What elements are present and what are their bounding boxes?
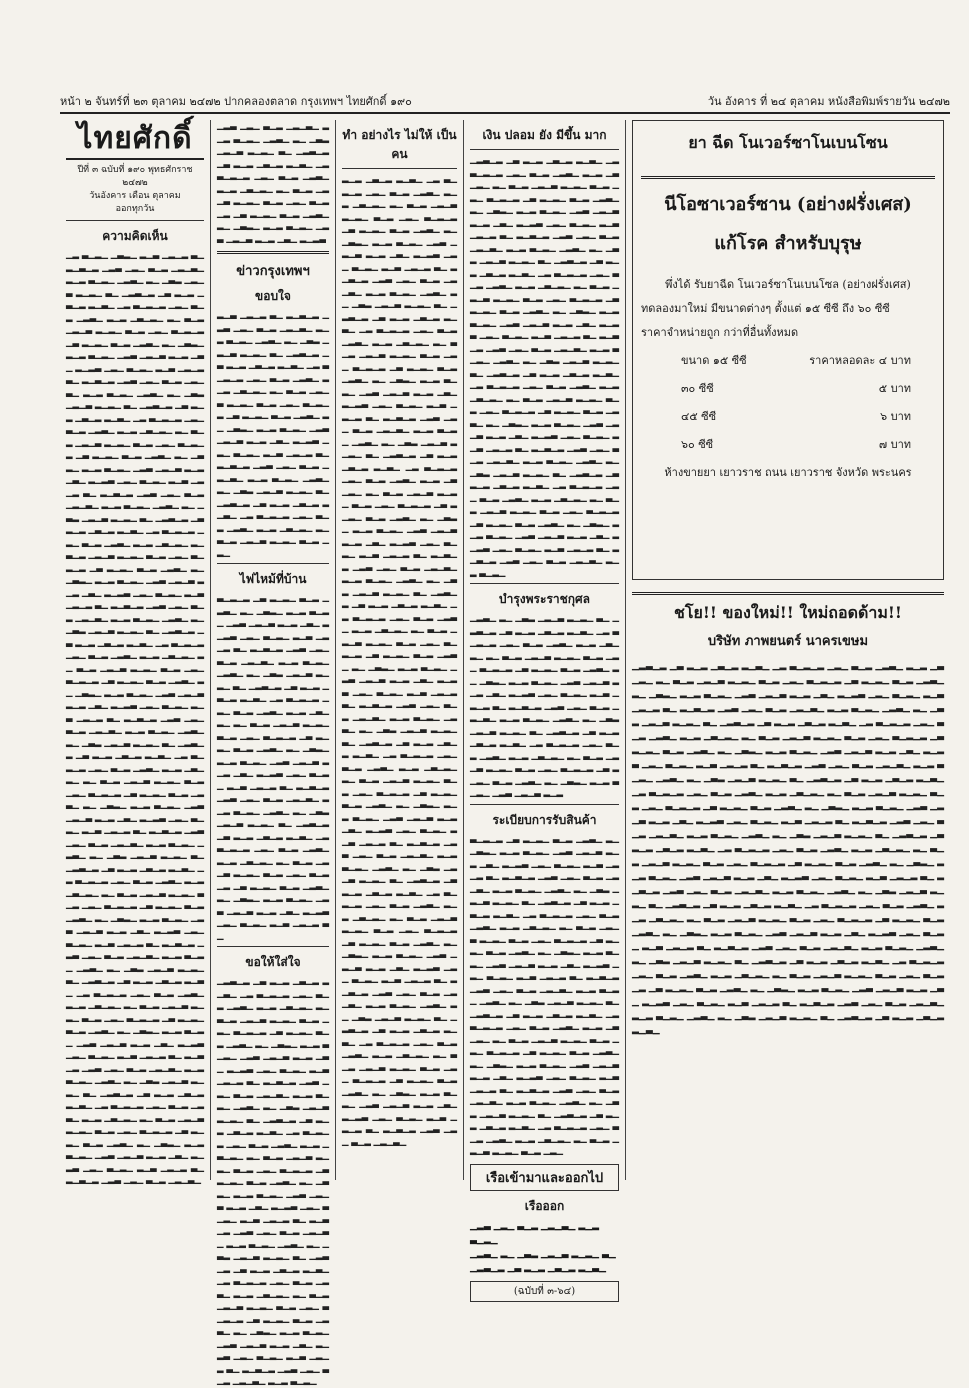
masthead-title: ไทยศักดิ์ [66, 120, 204, 160]
price-value: ๕ บาท [878, 382, 911, 395]
shipping-box-title: เรือเข้ามาและออกไป [470, 1164, 619, 1191]
column-2 [210, 120, 335, 1386]
medicine-ad-tagline: แก้โรค สำหรับบุรุษ [714, 233, 862, 254]
column-4 [463, 120, 625, 1297]
column-3 [335, 120, 463, 1180]
shipping-footer: (ฉบับที่ ๓-๖๔) [470, 1281, 619, 1302]
column-2-body-top: ▁▂▃ ▁▂▁ ▃▁▂ ▁▂▁▃▁ ▂▁▂ ▃▁▂▁ ▁▂▃▁ ▂▁ ▁▃▂ ▁▂▁▃ ▂▁▂▁ ▃▁ ▁▂▃▁▂ ▁▃ ▂▁▂ ▁▃▁▂ ▂▁▃▁ ▁▂ ▃▁▂▁▂ ▁▂▁ ▃▁▂ ▁▂▃▁ ▂▁▂ ▁▃▁▂▁ ▂▁ ▃▁▂ ▁▂▁▃ ▂▁▂▁ ▃▁▂ ▁▂▁ ▃▁▂▁▂ ▁▃ ▂▁▂▁ ▃▁▂ ▁▂▃▁ ▂▁ ▁▃▂▁ ▂▁▂ ▃▁▂▁ ▁▂▃ ▁▂▁▃ ▂▁▂ ▁▃▁ ▂▁▂▃ [217, 121, 329, 244]
column-2-sub-3: ขอให้ใส่ใจ [245, 955, 301, 969]
column-4-body-2: ▁▂▃▁ ▂▁ ▁▃▂ ▁▂▁▃ ▂▁▂▁ ▃▁ ▁▂▃▁▂ ▁▃ ▂▁▂ ▁▃▁▂ ▂▁▃▁ ▁▂ ▃▁▂▁▂ ▁▂▁ ▃▁▂ ▁▂▃▁ ▂▁▂ ▁▃▁▂▁ ▂▁ ▃▁▂ ▁▂▁▃ ▂▁▂▁ ▃▁▂ ▁▂▁ ▃▁▂▁▂ ▁▃ ▂▁▂▁ ▃▁▂ ▁▂▃▁ ▂▁ ▁▃▂▁ ▂▁▂ ▃▁▂▁ ▁▂▃ ▁▂▁▃ ▂▁▂ ▁▃▁ ▂▁▂▃ ▁▂▁ ▃▁▂▁ ▂▁▃ ▁▂▁▂ ▃▁ ▂▁▃▁▂ ▁▂▃ ▁▂▁ ▃▁▂ ▁▂▁▃▁ ▂▁▂ ▃▁▂▁ ▁▂▃▁ ▂▁ ▁▃▂ ▁▂▁▃ ▂▁▂▁ ▃▁ ▁▂▃▁▂ ▁▃ ▂▁▂ ▁▃▁▂ ▂▁▃▁ ▁▂ ▃▁▂▁▂ ▁▂▁ ▃▁▂ ▁▂▃▁ ▂▁▂ ▁▃▁▂▁ ▂▁ ▃▁▂ ▁▂▁▃ ▂▁▂▁ ▃▁▂ ▁▂▁ ▃▁▂▁▂ ▁▃ ▂▁▂▁ ▃▁▂ ▁▂▃▁ ▂▁ ▁▃▂▁ ▂▁▂ ▃▁▂▁ ▁▂▃ ▁▂▁▃ ▂▁▂ [470, 613, 619, 798]
column-3-heading: ทำ อย่างไร ไม่ให้ เป็นคน [342, 128, 457, 161]
medicine-ad-address: ห้างขายยา เยาวราช ถนน เยาวราช จังหวัด พระนคร [664, 466, 912, 479]
price-row [681, 435, 911, 453]
column-3-body: ▂▁▂ ▁▃▁▂ ▂▁▃▁ ▁▂ ▃▁▂▁▂ ▁▂▁ ▃▁▂ ▁▂▃▁ ▂▁▂ ▁▃▁▂▁ ▂▁ ▃▁▂ ▁▂▁▃ ▂▁▂▁ ▃▁▂ ▁▂▁ ▃▁▂▁▂ ▁▃ ▂▁▂▁ ▃▁▂ ▁▂▃▁ ▂▁ ▁▃▂▁ ▂▁▂ ▃▁▂▁ ▁▂▃ ▁▂▁▃ ▂▁▂ ▁▃▁ ▂▁▂▃ ▁▂▁ ▃▁▂▁ ▂▁▃ ▁▂▁▂ ▃▁ ▂▁▃▁▂ ▁▂▃ ▁▂▁ ▃▁▂ ▁▂▁▃▁ ▂▁▂ ▃▁▂▁ ▁▂▃▁ ▂▁ ▁▃▂ ▁▂▁▃ ▂▁▂▁ ▃▁ ▁▂▃▁▂ ▁▃ ▂▁▂ ▁▃▁▂ ▂▁▃▁ ▁▂ ▃▁▂▁▂ ▁▂▁ ▃▁▂ ▁▂▃▁ ▂▁▂ ▁▃▁▂▁ ▂▁ ▃▁▂ ▁▂▁▃ ▂▁▂▁ ▃▁▂ ▁▂▁ ▃▁▂▁▂ ▁▃ ▂▁▂▁ ▃▁▂ ▁▂▃▁ ▂▁ ▁▃▂▁ ▂▁▂ ▃▁▂▁ ▁▂▃ ▁▂▁▃ ▂▁▂ ▁▃▁ ▂▁▂▃ ▁▂▁ ▃▁▂▁ ▂▁▃ ▁▂▁▂ ▃▁ ▂▁▃▁▂ ▁▂▃ ▁▂▁ ▃▁▂ ▁▂▁▃▁ ▂▁▂ ▃▁▂▁ ▁▂▃▁ ▂▁ ▁▃▂ ▁▂▁▃ ▂▁▂▁ ▃▁ ▁▂▃▁▂ ▁▃ ▂▁▂ ▁▃▁▂ ▂▁▃▁ ▁▂ ▃▁▂▁▂ ▁▂▁ ▃▁▂ ▁▂▃▁ ▂▁▂ ▁▃▁▂▁ ▂▁ ▃▁▂ ▁▂▁▃ ▂▁▂▁ ▃▁▂ ▁▂▁ ▃▁▂▁▂ ▁▃ ▂▁▂▁ ▃▁▂ ▁▂▃▁ ▂▁ ▁▃▂▁ ▂▁▂ ▃▁▂▁ ▁▂▃ ▁▂▁▃ ▂▁▂ ▁▃▁ ▂▁▂▃ ▁▂▁ ▃▁▂▁ ▂▁▃ ▁▂▁▂ ▃▁ ▂▁▃▁▂ ▁▂▃ ▁▂▁ ▃▁▂ ▁▂▁▃▁ ▂▁▂ ▃▁▂▁ ▁▂▃▁ ▂▁ ▁▃▂ ▁▂▁▃ ▂▁▂▁ ▃▁ ▁▂▃▁▂ ▁▃ ▂▁▂ ▁▃▁▂ ▂▁▃▁ ▁▂ ▃▁▂▁▂ ▁▂▁ ▃▁▂ ▁▂▃▁ ▂▁▂ ▁▃▁▂▁ ▂▁ ▃▁▂ ▁▂▁▃ ▂▁▂▁ ▃▁▂ ▁▂▁ ▃▁▂▁▂ ▁▃ ▂▁▂▁ ▃▁▂ ▁▂▃▁ ▂▁ ▁▃▂▁ ▂▁▂ ▃▁▂▁ ▁▂▃ ▁▂▁▃ ▂▁▂ ▁▃▁ ▂▁▂▃ ▁▂▁ ▃▁▂▁ ▂▁▃ ▁▂▁▂ ▃▁ ▂▁▃▁▂ ▁▂▃ ▁▂▁ ▃▁▂ ▁▂▁▃▁ ▂▁▂ ▃▁▂▁ ▁▂▃▁ ▂▁ ▁▃▂ ▁▂▁▃ ▂▁▂▁ ▃▁ ▁▂▃▁▂ ▁▃ ▂▁▂ ▁▃▁▂ ▂▁▃▁ ▁▂ ▃▁▂▁▂ ▁▂▁ ▃▁▂ ▁▂▃▁ ▂▁▂ ▁▃▁▂▁ ▂▁ ▃▁▂ ▁▂▁▃ ▂▁▂▁ ▃▁▂ ▁▂▁ ▃▁▂▁▂ ▁▃ ▂▁▂▁ ▃▁▂ ▁▂▃▁ ▂▁ ▁▃▂▁ ▂▁▂ ▃▁▂▁ ▁▂▃ ▁▂▁▃ ▂▁▂ ▁▃▁ ▂▁▂▃ ▁▂▁ ▃▁▂▁ ▂▁▃ ▁▂▁▂ ▃▁ ▂▁▃▁▂ ▁▂▃ ▁▂▁ ▃▁▂ ▁▂▁▃▁ ▂▁▂ ▃▁▂▁ ▁▂▃▁ ▂▁ ▁▃▂ ▁▂▁▃ ▂▁▂▁ ▃▁ ▁▂▃▁▂ ▁▃ ▂▁▂ ▁▃▁▂ ▂▁▃▁ ▁▂ ▃▁▂▁▂ ▁▂▁ ▃▁▂ ▁▂▃▁ ▂▁▂ ▁▃▁▂▁ ▂▁ ▃▁▂ ▁▂▁▃ ▂▁▂▁ ▃▁▂ ▁▂▁ ▃▁▂▁▂ ▁▃ ▂▁▂▁ ▃▁▂ ▁▂▃▁ ▂▁ ▁▃▂▁ ▂▁▂ ▃▁▂▁ ▁▂▃ ▁▂▁▃ ▂▁▂ ▁▃▁ ▂▁▂▃ ▁▂▁ ▃▁▂▁ ▂▁▃ ▁▂▁▂ ▃▁ ▂▁▃▁▂ ▁▂▃ ▁▂▁ ▃▁▂ ▁▂▁▃▁ ▂▁▂ ▃▁▂▁ ▁▂▃▁ ▂▁ ▁▃▂ ▁▂▁▃ ▂▁▂▁ ▃▁ ▁▂▃▁▂ ▁▃ ▂▁▂ ▁▃▁▂ ▂▁▃▁ ▁▂ ▃▁▂▁▂ ▁▂▁ ▃▁▂ ▁▂▃▁ ▂▁▂ ▁▃▁▂▁ ▂▁ ▃▁▂ ▁▂▁▃ ▂▁▂▁ ▃▁▂ ▁▂▁ ▃▁▂▁▂ ▁▃ ▂▁▂▁ ▃▁▂ ▁▂▃▁ ▂▁ ▁▃▂▁ ▂▁▂ ▃▁▂▁ ▁▂▃ ▁▂▁▃ ▂▁▂ ▁▃▁ ▂▁▂▃ ▁▂▁ ▃▁▂▁ ▂▁▃ ▁▂▁▂ ▃▁ ▂▁▃▁▂ ▁▂▃ ▁▂▁ ▃▁▂ ▁▂▁▃▁ [342, 174, 457, 1147]
price-size: ๓๐ ซีซี [681, 382, 714, 395]
masthead-meta-1: ปีที่ ๓ ฉบับที่ ๑๙๐ พุทธศักราช ๒๔๗๒ [77, 165, 193, 188]
price-value: ราคาหลอดละ ๔ บาท [809, 354, 911, 367]
page-header [60, 90, 950, 114]
column-2-body-3: ▁▂▃▁▂ ▁▃ ▂▁▂ ▁▃▁▂ ▂▁▃▁ ▁▂ ▃▁▂▁▂ ▁▂▁ ▃▁▂ ▁▂▃▁ ▂▁▂ ▁▃▁▂▁ ▂▁ ▃▁▂ ▁▂▁▃ ▂▁▂▁ ▃▁▂ ▁▂▁ ▃▁▂▁▂ ▁▃ ▂▁▂▁ ▃▁▂ ▁▂▃▁ ▂▁ ▁▃▂▁ ▂▁▂ ▃▁▂▁ ▁▂▃ ▁▂▁▃ ▂▁▂ ▁▃▁ ▂▁▂▃ ▁▂▁ ▃▁▂▁ ▂▁▃ ▁▂▁▂ ▃▁ ▂▁▃▁▂ ▁▂▃ ▁▂▁ ▃▁▂ ▁▂▁▃▁ ▂▁▂ ▃▁▂▁ ▁▂▃▁ ▂▁ ▁▃▂ ▁▂▁▃ ▂▁▂▁ ▃▁ ▁▂▃▁▂ ▁▃ ▂▁▂ ▁▃▁▂ ▂▁▃▁ ▁▂ ▃▁▂▁▂ ▁▂▁ ▃▁▂ ▁▂▃▁ ▂▁▂ ▁▃▁▂▁ ▂▁ ▃▁▂ ▁▂▁▃ ▂▁▂▁ ▃▁▂ ▁▂▁ ▃▁▂▁▂ ▁▃ ▂▁▂▁ ▃▁▂ ▁▂▃▁ ▂▁ ▁▃▂▁ ▂▁▂ ▃▁▂▁ ▁▂▃ ▁▂▁▃ ▂▁▂ ▁▃▁ ▂▁▂▃ ▁▂▁ ▃▁▂▁ ▂▁▃ ▁▂▁▂ ▃▁ ▂▁▃▁▂ ▁▂▃ ▁▂▁ ▃▁▂ ▁▂▁▃▁ ▂▁▂ ▃▁▂▁ ▁▂▃▁ ▂▁ ▁▃▂ ▁▂▁▃ ▂▁▂▁ ▃▁ ▁▂▃▁▂ ▁▃ ▂▁▂ ▁▃▁▂ ▂▁▃▁ ▁▂ ▃▁▂▁▂ ▁▂▁ ▃▁▂ ▁▂▃▁ ▂▁▂ ▁▃▁▂▁ ▂▁ ▃▁▂ ▁▂▁▃ ▂▁▂▁ ▃▁▂ ▁▂▁ ▃▁▂▁▂ ▁▃ ▂▁▂▁ ▃▁▂ ▁▂▃▁ ▂▁ ▁▃▂▁ ▂▁▂ ▃▁▂▁ ▁▂▃ ▁▂▁▃ ▂▁▂ ▁▃▁ ▂▁▂▃ ▁▂▁ ▃▁▂▁ ▂▁▃ ▁▂▁▂ ▃▁ ▂▁▃▁▂ ▁▂▃ ▁▂▁ ▃▁▂ ▁▂▁▃▁ ▂▁▂ ▃▁▂▁ [217, 976, 329, 1386]
medicine-ad-title: ยา ฉีด โนเวอร์ซาโนเบนโซน [688, 133, 888, 152]
column-1 [60, 120, 210, 1185]
column-2-body-2: ▃▁▂▁▂ ▁▃ ▂▁▂▁ ▃▁▂ ▁▂▃▁ ▂▁ ▁▃▂▁ ▂▁▂ ▃▁▂▁ ▁▂▃ ▁▂▁▃ ▂▁▂ ▁▃▁ ▂▁▂▃ ▁▂▁ ▃▁▂▁ ▂▁▃ ▁▂▁▂ ▃▁ ▂▁▃▁▂ ▁▂▃ ▁▂▁ ▃▁▂ ▁▂▁▃▁ ▂▁▂ ▃▁▂▁ ▁▂▃▁ ▂▁ ▁▃▂ ▁▂▁▃ ▂▁▂▁ ▃▁ ▁▂▃▁▂ ▁▃ ▂▁▂ ▁▃▁▂ ▂▁▃▁ ▁▂ ▃▁▂▁▂ ▁▂▁ ▃▁▂ ▁▂▃▁ ▂▁▂ ▁▃▁▂▁ ▂▁ ▃▁▂ ▁▂▁▃ ▂▁▂▁ ▃▁▂ ▁▂▁ ▃▁▂▁▂ ▁▃ ▂▁▂▁ ▃▁▂ ▁▂▃▁ ▂▁ ▁▃▂▁ ▂▁▂ ▃▁▂▁ ▁▂▃ ▁▂▁▃ ▂▁▂ ▁▃▁ ▂▁▂▃ ▁▂▁ ▃▁▂▁ ▂▁▃ ▁▂▁▂ ▃▁ ▂▁▃▁▂ ▁▂▃ ▁▂▁ ▃▁▂ ▁▂▁▃▁ ▂▁▂ ▃▁▂▁ ▁▂▃▁ ▂▁ ▁▃▂ ▁▂▁▃ ▂▁▂▁ ▃▁ ▁▂▃▁▂ ▁▃ ▂▁▂ ▁▃▁▂ ▂▁▃▁ ▁▂ ▃▁▂▁▂ ▁▂▁ ▃▁▂ ▁▂▃▁ ▂▁▂ ▁▃▁▂▁ ▂▁ ▃▁▂ ▁▂▁▃ ▂▁▂▁ ▃▁▂ ▁▂▁ ▃▁▂▁▂ ▁▃ ▂▁▂▁ ▃▁▂ ▁▂▃▁ ▂▁ ▁▃▂▁ ▂▁▂ ▃▁▂▁ ▁▂▃ ▁▂▁▃ ▂▁▂ ▁▃▁ ▂▁▂▃ ▁▂▁ ▃▁▂▁ ▂▁▃ ▁▂▁▂ ▃▁ [217, 593, 329, 941]
header-left: หน้า ๒ จันทร์ที่ ๒๓ ตุลาคม ๒๔๗๒ ปากคลองตลาด กรุงเทพฯ ไทยศักดิ์ ๑๙๐ [60, 95, 412, 108]
masthead-meta-3: ออกทุกวัน [115, 204, 155, 214]
medicine-ad-line-1: พึ่งได้ รับยาฉีด โนเวอร์ซาโนเบนโซล (อย่างฝรั่งเศส) [665, 278, 911, 291]
column-4-sub-2: ระเบียบการรับสินค้า [492, 812, 597, 827]
column-2-heading: ข่าวกรุงเทพฯ [236, 264, 310, 279]
cinema-ad-title: ชโย!! ของใหม่!! ใหม่ถอดด้าม!! [674, 603, 902, 622]
masthead-meta-2: วันอังคาร เดือน ตุลาคม [89, 191, 181, 201]
shipping-list: ▁▂▃ ▁▂▁ ▃▁▂ ▁▂▁▃▁ ▂▁▂ ▃▁▂▁ ▁▂▃▁ ▂▁ ▁▃▂ ▁▂▁▃ ▂▁▂▁ ▃▁ ▁▂▃▁▂ ▁▃ ▂▁▂ ▁▃▁▂ ▂▁▃▁ [470, 1220, 616, 1273]
price-row [681, 379, 911, 397]
price-size: ๖๐ ซีซี [681, 438, 714, 451]
price-value: ๗ บาท [878, 438, 911, 451]
column-2-body-1: ▂▁▃ ▁▂▁▂ ▃▁ ▂▁▃▁▂ ▁▂▃ ▁▂▁ ▃▁▂ ▁▂▁▃▁ ▂▁▂ ▃▁▂▁ ▁▂▃▁ ▂▁ ▁▃▂ ▁▂▁▃ ▂▁▂▁ ▃▁ ▁▂▃▁▂ ▁▃ ▂▁▂ ▁▃▁▂ ▂▁▃▁ ▁▂ ▃▁▂▁▂ ▁▂▁ ▃▁▂ ▁▂▃▁ ▂▁▂ ▁▃▁▂▁ ▂▁ ▃▁▂ ▁▂▁▃ ▂▁▂▁ ▃▁▂ ▁▂▁ ▃▁▂▁▂ ▁▃ ▂▁▂▁ ▃▁▂ ▁▂▃▁ ▂▁ ▁▃▂▁ ▂▁▂ ▃▁▂▁ ▁▂▃ ▁▂▁▃ ▂▁▂ ▁▃▁ ▂▁▂▃ ▁▂▁ ▃▁▂▁ ▂▁▃ ▁▂▁▂ ▃▁ ▂▁▃▁▂ ▁▂▃ ▁▂▁ ▃▁▂ ▁▂▁▃▁ ▂▁▂ ▃▁▂▁ ▁▂▃▁ ▂▁ ▁▃▂ ▁▂▁▃ ▂▁▂▁ ▃▁ ▁▂▃▁▂ ▁▃ ▂▁▂ ▁▃▁▂ ▂▁▃▁ ▁▂ ▃▁▂▁▂ ▁▂▁ ▃▁▂ ▁▂▃▁ ▂▁▂ ▁▃▁▂▁ ▂▁ ▃▁▂ ▁▂▁▃ ▂▁▂▁ ▃▁▂ ▁▂▁ [217, 310, 329, 558]
column-2-sub-1: ขอบใจ [255, 289, 291, 303]
medicine-ad-line-2: ทดลองมาใหม่ มีขนาดต่างๆ ตั้งแต่ ๑๕ ซีซี ถึง ๖๐ ซีซี [641, 302, 890, 315]
column-4-heading: เงิน ปลอม ยัง มีขึ้น มาก [482, 128, 607, 142]
medicine-ad [632, 120, 944, 580]
medicine-ad-line-3: ราคาจำหน่ายถูก กว่าที่อื่นทั้งหมด [641, 326, 799, 339]
column-2-sub-2: ไฟไหม้ที่บ้าน [239, 572, 307, 586]
cinema-ad-body: ▁▂▃▁▂ ▁▃ ▂▁▂ ▁▃▁▂ ▂▁▃▁ ▁▂ ▃▁▂▁▂ ▁▂▁ ▃▁▂ ▁▂▃▁ ▂▁▂ ▁▃▁▂▁ ▂▁ ▃▁▂ ▁▂▁▃ ▂▁▂▁ ▃▁▂ ▁▂▁ ▃▁▂▁▂ ▁▃ ▂▁▂▁ ▃▁▂ ▁▂▃▁ ▂▁ ▁▃▂▁ ▂▁▂ ▃▁▂▁ ▁▂▃ ▁▂▁▃ ▂▁▂ ▁▃▁ ▂▁▂▃ ▁▂▁ ▃▁▂▁ ▂▁▃ ▁▂▁▂ ▃▁ ▂▁▃▁▂ ▁▂▃ ▁▂▁ ▃▁▂ ▁▂▁▃▁ ▂▁▂ ▃▁▂▁ ▁▂▃▁ ▂▁ ▁▃▂ ▁▂▁▃ ▂▁▂▁ ▃▁ ▁▂▃▁▂ ▁▃ ▂▁▂ ▁▃▁▂ ▂▁▃▁ ▁▂ ▃▁▂▁▂ ▁▂▁ ▃▁▂ ▁▂▃▁ ▂▁▂ ▁▃▁▂▁ ▂▁ ▃▁▂ ▁▂▁▃ ▂▁▂▁ ▃▁▂ ▁▂▁ ▃▁▂▁▂ ▁▃ ▂▁▂▁ ▃▁▂ ▁▂▃▁ ▂▁ ▁▃▂▁ ▂▁▂ ▃▁▂▁ ▁▂▃ ▁▂▁▃ ▂▁▂ ▁▃▁ ▂▁▂▃ ▁▂▁ ▃▁▂▁ ▂▁▃ ▁▂▁▂ ▃▁ ▂▁▃▁▂ ▁▂▃ ▁▂▁ ▃▁▂ ▁▂▁▃▁ ▂▁▂ ▃▁▂▁ ▁▂▃▁ ▂▁ ▁▃▂ ▁▂▁▃ ▂▁▂▁ ▃▁ ▁▂▃▁▂ ▁▃ ▂▁▂ ▁▃▁▂ ▂▁▃▁ ▁▂ ▃▁▂▁▂ ▁▂▁ ▃▁▂ ▁▂▃▁ ▂▁▂ ▁▃▁▂▁ ▂▁ ▃▁▂ ▁▂▁▃ ▂▁▂▁ ▃▁▂ ▁▂▁ ▃▁▂▁▂ ▁▃ ▂▁▂▁ ▃▁▂ ▁▂▃▁ ▂▁ ▁▃▂▁ ▂▁▂ ▃▁▂▁ ▁▂▃ ▁▂▁▃ ▂▁▂ ▁▃▁ ▂▁▂▃ ▁▂▁ ▃▁▂▁ ▂▁▃ ▁▂▁▂ ▃▁ ▂▁▃▁▂ ▁▂▃ ▁▂▁ ▃▁▂ ▁▂▁▃▁ ▂▁▂ ▃▁▂▁ ▁▂▃▁ ▂▁ ▁▃▂ ▁▂▁▃ ▂▁▂▁ ▃▁ ▁▂▃▁▂ ▁▃ ▂▁▂ ▁▃▁▂ ▂▁▃▁ ▁▂ ▃▁▂▁▂ ▁▂▁ ▃▁▂ ▁▂▃▁ ▂▁▂ ▁▃▁▂▁ ▂▁ ▃▁▂ ▁▂▁▃ ▂▁▂▁ ▃▁▂ ▁▂▁ ▃▁▂▁▂ ▁▃ ▂▁▂▁ ▃▁▂ ▁▂▃▁ ▂▁ ▁▃▂▁ ▂▁▂ ▃▁▂▁ ▁▂▃ ▁▂▁▃ ▂▁▂ ▁▃▁ ▂▁▂▃ ▁▂▁ ▃▁▂▁ ▂▁▃ ▁▂▁▂ ▃▁ ▂▁▃▁▂ ▁▂▃ ▁▂▁ ▃▁▂ ▁▂▁▃▁ ▂▁▂ ▃▁▂▁ ▁▂▃▁ ▂▁ ▁▃▂ ▁▂▁▃ ▂▁▂▁ ▃▁ ▁▂▃▁▂ ▁▃ ▂▁▂ ▁▃▁▂ ▂▁▃▁ ▁▂ ▃▁▂▁▂ ▁▂▁ ▃▁▂ ▁▂▃▁ ▂▁▂ ▁▃▁▂▁ ▂▁ ▃▁▂ ▁▂▁▃ ▂▁▂▁ ▃▁▂ ▁▂▁ ▃▁▂▁▂ ▁▃ ▂▁▂▁ ▃▁▂ ▁▂▃▁ ▂▁ ▁▃▂▁ ▂▁▂ ▃▁▂▁ ▁▂▃ ▁▂▁▃ ▂▁▂ ▁▃▁ ▂▁▂▃ ▁▂▁ ▃▁▂▁ ▂▁▃ ▁▂▁▂ ▃▁ ▂▁▃▁▂ ▁▂▃ ▁▂▁ ▃▁▂ ▁▂▁▃▁ ▂▁▂ ▃▁▂▁ ▁▂▃▁ ▂▁ ▁▃▂ ▁▂▁▃ ▂▁▂▁ ▃▁ ▁▂▃▁▂ ▁▃ ▂▁▂ ▁▃▁▂ ▂▁▃▁ ▁▂ ▃▁▂▁▂ ▁▂▁ ▃▁▂ ▁▂▃▁ ▂▁▂ ▁▃▁▂▁ ▂▁ ▃▁▂ ▁▂▁▃ ▂▁▂▁ ▃▁▂ ▁▂▁ ▃▁▂▁▂ ▁▃ ▂▁▂▁ ▃▁▂ ▁▂▃▁ ▂▁ ▁▃▂▁ ▂▁▂ ▃▁▂▁ ▁▂▃ ▁▂▁▃ ▂▁▂ ▁▃▁ ▂▁▂▃ ▁▂▁ ▃▁▂▁ ▂▁▃ ▁▂▁▂ ▃▁ ▂▁▃▁▂ ▁▂▃ ▁▂▁ ▃▁▂ ▁▂▁▃▁ ▂▁▂ ▃▁▂▁ ▁▂▃▁ ▂▁ ▁▃▂ ▁▂▁▃ ▂▁▂▁ ▃▁ ▁▂▃▁▂ ▁▃ ▂▁▂ ▁▃▁▂ ▂▁▃▁ [632, 661, 944, 1035]
cinema-ad [632, 601, 944, 1037]
price-size: ๔๕ ซีซี [681, 410, 717, 423]
column-5-ads [625, 120, 950, 1180]
cinema-ad-subtitle: บริษัท ภาพยนตร์ นาครเขษม [707, 634, 869, 649]
column-4-body-1: ▁▂▃▁▂ ▁▃ ▂▁▂ ▁▃▁▂ ▂▁▃▁ ▁▂ ▃▁▂▁▂ ▁▂▁ ▃▁▂ ▁▂▃▁ ▂▁▂ ▁▃▁▂▁ ▂▁ ▃▁▂ ▁▂▁▃ ▂▁▂▁ ▃▁▂ ▁▂▁ ▃▁▂▁▂ ▁▃ ▂▁▂▁ ▃▁▂ ▁▂▃▁ ▂▁ ▁▃▂▁ ▂▁▂ ▃▁▂▁ ▁▂▃ ▁▂▁▃ ▂▁▂ ▁▃▁ ▂▁▂▃ ▁▂▁ ▃▁▂▁ ▂▁▃ ▁▂▁▂ ▃▁ ▂▁▃▁▂ ▁▂▃ ▁▂▁ ▃▁▂ ▁▂▁▃▁ ▂▁▂ ▃▁▂▁ ▁▂▃▁ ▂▁ ▁▃▂ ▁▂▁▃ ▂▁▂▁ ▃▁ ▁▂▃▁▂ ▁▃ ▂▁▂ ▁▃▁▂ ▂▁▃▁ ▁▂ ▃▁▂▁▂ ▁▂▁ ▃▁▂ ▁▂▃▁ ▂▁▂ ▁▃▁▂▁ ▂▁ ▃▁▂ ▁▂▁▃ ▂▁▂▁ ▃▁▂ ▁▂▁ ▃▁▂▁▂ ▁▃ ▂▁▂▁ ▃▁▂ ▁▂▃▁ ▂▁ ▁▃▂▁ ▂▁▂ ▃▁▂▁ ▁▂▃ ▁▂▁▃ ▂▁▂ ▁▃▁ ▂▁▂▃ ▁▂▁ ▃▁▂▁ ▂▁▃ ▁▂▁▂ ▃▁ ▂▁▃▁▂ ▁▂▃ ▁▂▁ ▃▁▂ ▁▂▁▃▁ ▂▁▂ ▃▁▂▁ ▁▂▃▁ ▂▁ ▁▃▂ ▁▂▁▃ ▂▁▂▁ ▃▁ ▁▂▃▁▂ ▁▃ ▂▁▂ ▁▃▁▂ ▂▁▃▁ ▁▂ ▃▁▂▁▂ ▁▂▁ ▃▁▂ ▁▂▃▁ ▂▁▂ ▁▃▁▂▁ ▂▁ ▃▁▂ ▁▂▁▃ ▂▁▂▁ ▃▁▂ ▁▂▁ ▃▁▂▁▂ ▁▃ ▂▁▂▁ ▃▁▂ ▁▂▃▁ ▂▁ ▁▃▂▁ ▂▁▂ ▃▁▂▁ ▁▂▃ ▁▂▁▃ ▂▁▂ ▁▃▁ ▂▁▂▃ ▁▂▁ ▃▁▂▁ ▂▁▃ ▁▂▁▂ ▃▁ ▂▁▃▁▂ ▁▂▃ ▁▂▁ ▃▁▂ ▁▂▁▃▁ ▂▁▂ ▃▁▂▁ ▁▂▃▁ ▂▁ ▁▃▂ ▁▂▁▃ ▂▁▂▁ ▃▁ ▁▂▃▁▂ ▁▃ ▂▁▂ ▁▃▁▂ ▂▁▃▁ ▁▂ ▃▁▂▁▂ ▁▂▁ ▃▁▂ ▁▂▃▁ ▂▁▂ ▁▃▁▂▁ ▂▁ ▃▁▂ ▁▂▁▃ ▂▁▂▁ ▃▁▂ ▁▂▁ ▃▁▂▁▂ ▁▃ ▂▁▂▁ ▃▁▂ ▁▂▃▁ ▂▁ ▁▃▂▁ ▂▁▂ ▃▁▂▁ ▁▂▃ ▁▂▁▃ ▂▁▂ ▁▃▁ ▂▁▂▃ ▁▂▁ ▃▁▂▁ ▂▁▃ ▁▂▁▂ ▃▁ ▂▁▃▁▂ ▁▂▃ ▁▂▁ ▃▁▂ ▁▂▁▃▁ ▂▁▂ ▃▁▂▁ [470, 155, 619, 578]
price-size: ขนาด ๑๕ ซีซี [681, 354, 747, 367]
column-4-sub-1: บำรุงพระราชกุศล [498, 592, 591, 606]
price-row [681, 407, 911, 425]
column-4-body-3: ▃▁▂▁▂ ▁▃ ▂▁▂▁ ▃▁▂ ▁▂▃▁ ▂▁ ▁▃▂▁ ▂▁▂ ▃▁▂▁ ▁▂▃ ▁▂▁▃ ▂▁▂ ▁▃▁ ▂▁▂▃ ▁▂▁ ▃▁▂▁ ▂▁▃ ▁▂▁▂ ▃▁ ▂▁▃▁▂ ▁▂▃ ▁▂▁ ▃▁▂ ▁▂▁▃▁ ▂▁▂ ▃▁▂▁ ▁▂▃▁ ▂▁ ▁▃▂ ▁▂▁▃ ▂▁▂▁ ▃▁ ▁▂▃▁▂ ▁▃ ▂▁▂ ▁▃▁▂ ▂▁▃▁ ▁▂ ▃▁▂▁▂ ▁▂▁ ▃▁▂ ▁▂▃▁ ▂▁▂ ▁▃▁▂▁ ▂▁ ▃▁▂ ▁▂▁▃ ▂▁▂▁ ▃▁▂ ▁▂▁ ▃▁▂▁▂ ▁▃ ▂▁▂▁ ▃▁▂ ▁▂▃▁ ▂▁ ▁▃▂▁ ▂▁▂ ▃▁▂▁ ▁▂▃ ▁▂▁▃ ▂▁▂ ▁▃▁ ▂▁▂▃ ▁▂▁ ▃▁▂▁ ▂▁▃ ▁▂▁▂ ▃▁ ▂▁▃▁▂ ▁▂▃ ▁▂▁ ▃▁▂ ▁▂▁▃▁ ▂▁▂ ▃▁▂▁ ▁▂▃▁ ▂▁ ▁▃▂ ▁▂▁▃ ▂▁▂▁ ▃▁ ▁▂▃▁▂ ▁▃ ▂▁▂ ▁▃▁▂ ▂▁▃▁ ▁▂ ▃▁▂▁▂ ▁▂▁ ▃▁▂ ▁▂▃▁ ▂▁▂ ▁▃▁▂▁ ▂▁ ▃▁▂ ▁▂▁▃ ▂▁▂▁ ▃▁▂ ▁▂▁ ▃▁▂▁▂ ▁▃ ▂▁▂▁ ▃▁▂ ▁▂▃▁ ▂▁ ▁▃▂▁ ▂▁▂ ▃▁▂▁ ▁▂▃ ▁▂▁▃ ▂▁▂ ▁▃▁ ▂▁▂▃ ▁▂▁ ▃▁▂▁ ▂▁▃ ▁▂▁▂ ▃▁ ▂▁▃▁▂ ▁▂▃ ▁▂▁ ▃▁▂ ▁▂▁▃▁ ▂▁▂ ▃▁▂▁ ▁▂▃▁ ▂▁ ▁▃▂ ▁▂▁▃ ▂▁▂▁ ▃▁ ▁▂▃▁▂ ▁▃ ▂▁▂ ▁▃▁▂ ▂▁▃▁ ▁▂ ▃▁▂▁▂ ▁▂▁ ▃▁▂ ▁▂▃▁ ▂▁▂ ▁▃▁▂▁ ▂▁ ▃▁▂ ▁▂▁▃ ▂▁▂▁ ▃▁▂ ▁▂▁ [470, 833, 619, 1156]
price-value: ๖ บาท [880, 410, 911, 423]
column-1-heading: ความคิดเห็น [102, 229, 168, 243]
column-1-body: ▁▂ ▃▁▂▁ ▁▃▂▁ ▂▁▃ ▁▂▁▂ ▃▁ ▂▁▃▁▂ ▁▂▃ ▁▂▁ ▃▁▂ ▁▂▁▃▁ ▂▁▂ ▃▁▂▁ ▁▂▃▁ ▂▁ ▁▃▂ ▁▂▁▃ ▂▁▂▁ ▃▁ ▁▂▃▁▂ ▁▃ ▂▁▂ ▁▃▁▂ ▂▁▃▁ ▁▂ ▃▁▂▁▂ ▁▂▁ ▃▁▂ ▁▂▃▁ ▂▁▂ ▁▃▁▂▁ ▂▁ ▃▁▂ ▁▂▁▃ ▂▁▂▁ ▃▁▂ ▁▂▁ ▃▁▂▁▂ ▁▃ ▂▁▂▁ ▃▁▂ ▁▂▃▁ ▂▁ ▁▃▂▁ ▂▁▂ ▃▁▂▁ ▁▂▃ ▁▂▁▃ ▂▁▂ ▁▃▁ ▂▁▂▃ ▁▂▁ ▃▁▂▁ ▂▁▃ ▁▂▁▂ ▃▁ ▂▁▃▁▂ ▁▂▃ ▁▂▁ ▃▁▂ ▁▂▁▃▁ ▂▁▂ ▃▁▂▁ ▁▂▃▁ ▂▁ ▁▃▂ ▁▂▁▃ ▂▁▂▁ ▃▁ ▁▂▃▁▂ ▁▃ ▂▁▂ ▁▃▁▂ ▂▁▃▁ ▁▂ ▃▁▂▁▂ ▁▂▁ ▃▁▂ ▁▂▃▁ ▂▁▂ ▁▃▁▂▁ ▂▁ ▃▁▂ ▁▂▁▃ ▂▁▂▁ ▃▁▂ ▁▂▁ ▃▁▂▁▂ ▁▃ ▂▁▂▁ ▃▁▂ ▁▂▃▁ ▂▁ ▁▃▂▁ ▂▁▂ ▃▁▂▁ ▁▂▃ ▁▂▁▃ ▂▁▂ ▁▃▁ ▂▁▂▃ ▁▂▁ ▃▁▂▁ ▂▁▃ ▁▂▁▂ ▃▁ ▂▁▃▁▂ ▁▂▃ ▁▂▁ ▃▁▂ ▁▂▁▃▁ ▂▁▂ ▃▁▂▁ ▁▂▃▁ ▂▁ ▁▃▂ ▁▂▁▃ ▂▁▂▁ ▃▁ ▁▂▃▁▂ ▁▃ ▂▁▂ ▁▃▁▂ ▂▁▃▁ ▁▂ ▃▁▂▁▂ ▁▂▁ ▃▁▂ ▁▂▃▁ ▂▁▂ ▁▃▁▂▁ ▂▁ ▃▁▂ ▁▂▁▃ ▂▁▂▁ ▃▁▂ ▁▂▁ ▃▁▂▁▂ ▁▃ ▂▁▂▁ ▃▁▂ ▁▂▃▁ ▂▁ ▁▃▂▁ ▂▁▂ ▃▁▂▁ ▁▂▃ ▁▂▁▃ ▂▁▂ ▁▃▁ ▂▁▂▃ ▁▂▁ ▃▁▂▁ ▂▁▃ ▁▂▁▂ ▃▁ ▂▁▃▁▂ ▁▂▃ ▁▂▁ ▃▁▂ ▁▂▁▃▁ ▂▁▂ ▃▁▂▁ ▁▂▃▁ ▂▁ ▁▃▂ ▁▂▁▃ ▂▁▂▁ ▃▁ ▁▂▃▁▂ ▁▃ ▂▁▂ ▁▃▁▂ ▂▁▃▁ ▁▂ ▃▁▂▁▂ ▁▂▁ ▃▁▂ ▁▂▃▁ ▂▁▂ ▁▃▁▂▁ ▂▁ ▃▁▂ ▁▂▁▃ ▂▁▂▁ ▃▁▂ ▁▂▁ ▃▁▂▁▂ ▁▃ ▂▁▂▁ ▃▁▂ ▁▂▃▁ ▂▁ ▁▃▂▁ ▂▁▂ ▃▁▂▁ ▁▂▃ ▁▂▁▃ ▂▁▂ ▁▃▁ ▂▁▂▃ ▁▂▁ ▃▁▂▁ ▂▁▃ ▁▂▁▂ ▃▁ ▂▁▃▁▂ ▁▂▃ ▁▂▁ ▃▁▂ ▁▂▁▃▁ ▂▁▂ ▃▁▂▁ ▁▂▃▁ ▂▁ ▁▃▂ ▁▂▁▃ ▂▁▂▁ ▃▁ ▁▂▃▁▂ ▁▃ ▂▁▂ ▁▃▁▂ ▂▁▃▁ ▁▂ ▃▁▂▁▂ ▁▂▁ ▃▁▂ ▁▂▃▁ ▂▁▂ ▁▃▁▂▁ ▂▁ ▃▁▂ ▁▂▁▃ ▂▁▂▁ ▃▁▂ ▁▂▁ ▃▁▂▁▂ ▁▃ ▂▁▂▁ ▃▁▂ ▁▂▃▁ ▂▁ ▁▃▂▁ ▂▁▂ ▃▁▂▁ ▁▂▃ ▁▂▁▃ ▂▁▂ ▁▃▁ ▂▁▂▃ ▁▂▁ ▃▁▂▁ ▂▁▃ ▁▂▁▂ ▃▁ ▂▁▃▁▂ ▁▂▃ ▁▂▁ ▃▁▂ ▁▂▁▃▁ ▂▁▂ ▃▁▂▁ ▁▂▃▁ ▂▁ ▁▃▂ ▁▂▁▃ ▂▁▂▁ ▃▁ ▁▂▃▁▂ ▁▃ ▂▁▂ ▁▃▁▂ ▂▁▃▁ ▁▂ ▃▁▂▁▂ ▁▂▁ ▃▁▂ ▁▂▃▁ ▂▁▂ ▁▃▁▂▁ ▂▁ ▃▁▂ ▁▂▁▃ ▂▁▂▁ ▃▁▂ ▁▂▁ ▃▁▂▁▂ ▁▃ ▂▁▂▁ ▃▁▂ ▁▂▃▁ ▂▁ ▁▃▂▁ ▂▁▂ ▃▁▂▁ ▁▂▃ ▁▂▁▃ ▂▁▂ ▁▃▁ ▂▁▂▃ ▁▂▁ ▃▁▂▁ ▂▁▃ ▁▂▁▂ ▃▁ ▂▁▃▁▂ ▁▂▃ ▁▂▁ ▃▁▂ ▁▂▁▃▁ ▂▁▂ ▃▁▂▁ ▁▂▃▁ ▂▁ ▁▃▂ ▁▂▁▃ ▂▁▂▁ ▃▁ ▁▂▃▁▂ ▁▃ ▂▁▂ ▁▃▁▂ ▂▁▃▁ ▁▂ ▃▁▂▁▂ ▁▂▁ ▃▁▂ ▁▂▃▁ ▂▁▂ ▁▃▁▂▁ ▂▁ ▃▁▂ ▁▂▁▃ ▂▁▂▁ ▃▁▂ ▁▂▁ ▃▁▂▁▂ ▁▃ ▂▁▂▁ ▃▁▂ ▁▂▃▁ ▂▁ ▁▃▂▁ ▂▁▂ ▃▁▂▁ ▁▂▃ ▁▂▁▃ ▂▁▂ ▁▃▁ ▂▁▂▃ ▁▂▁ ▃▁▂▁ ▂▁▃ ▁▂▁▂ ▃▁ ▂▁▃▁▂ ▁▂▃ ▁▂▁ ▃▁▂ ▁▂▁▃▁ ▂▁▂ ▃▁▂▁ ▁▂▃▁ ▂▁ ▁▃▂ ▁▂▁▃ ▂▁▂▁ ▃▁ ▁▂▃▁▂ ▁▃ ▂▁▂ ▁▃▁▂ ▂▁▃▁ ▁▂ ▃▁▂▁▂ ▁▂▁ ▃▁▂ ▁▂▃▁ ▂▁▂ ▁▃▁▂▁ ▂▁ ▃▁▂ ▁▂▁▃ ▂▁▂▁ ▃▁▂ ▁▂▁ ▃▁▂▁▂ ▁▃ ▂▁▂▁ ▃▁▂ ▁▂▃▁ ▂▁ ▁▃▂▁ ▂▁▂ ▃▁▂▁ ▁▂▃ ▁▂▁▃ ▂▁▂ ▁▃▁ ▂▁▂▃ ▁▂▁ ▃▁▂▁ ▂▁▃ ▁▂▁▂ ▃▁ ▂▁▃▁▂ ▁▂▃ ▁▂▁ ▃▁▂ ▁▂▁▃▁ [66, 250, 204, 1185]
price-row [681, 351, 911, 369]
header-right: วัน อังคาร ที่ ๒๔ ตุลาคม หนังสือพิมพ์รายวัน ๒๔๗๒ [707, 95, 950, 108]
medicine-ad-product: นีโอซาเวอร์ซาน (อย่างฝรั่งเศส) [664, 194, 912, 215]
shipping-box-subtitle: เรือออก [524, 1198, 565, 1213]
